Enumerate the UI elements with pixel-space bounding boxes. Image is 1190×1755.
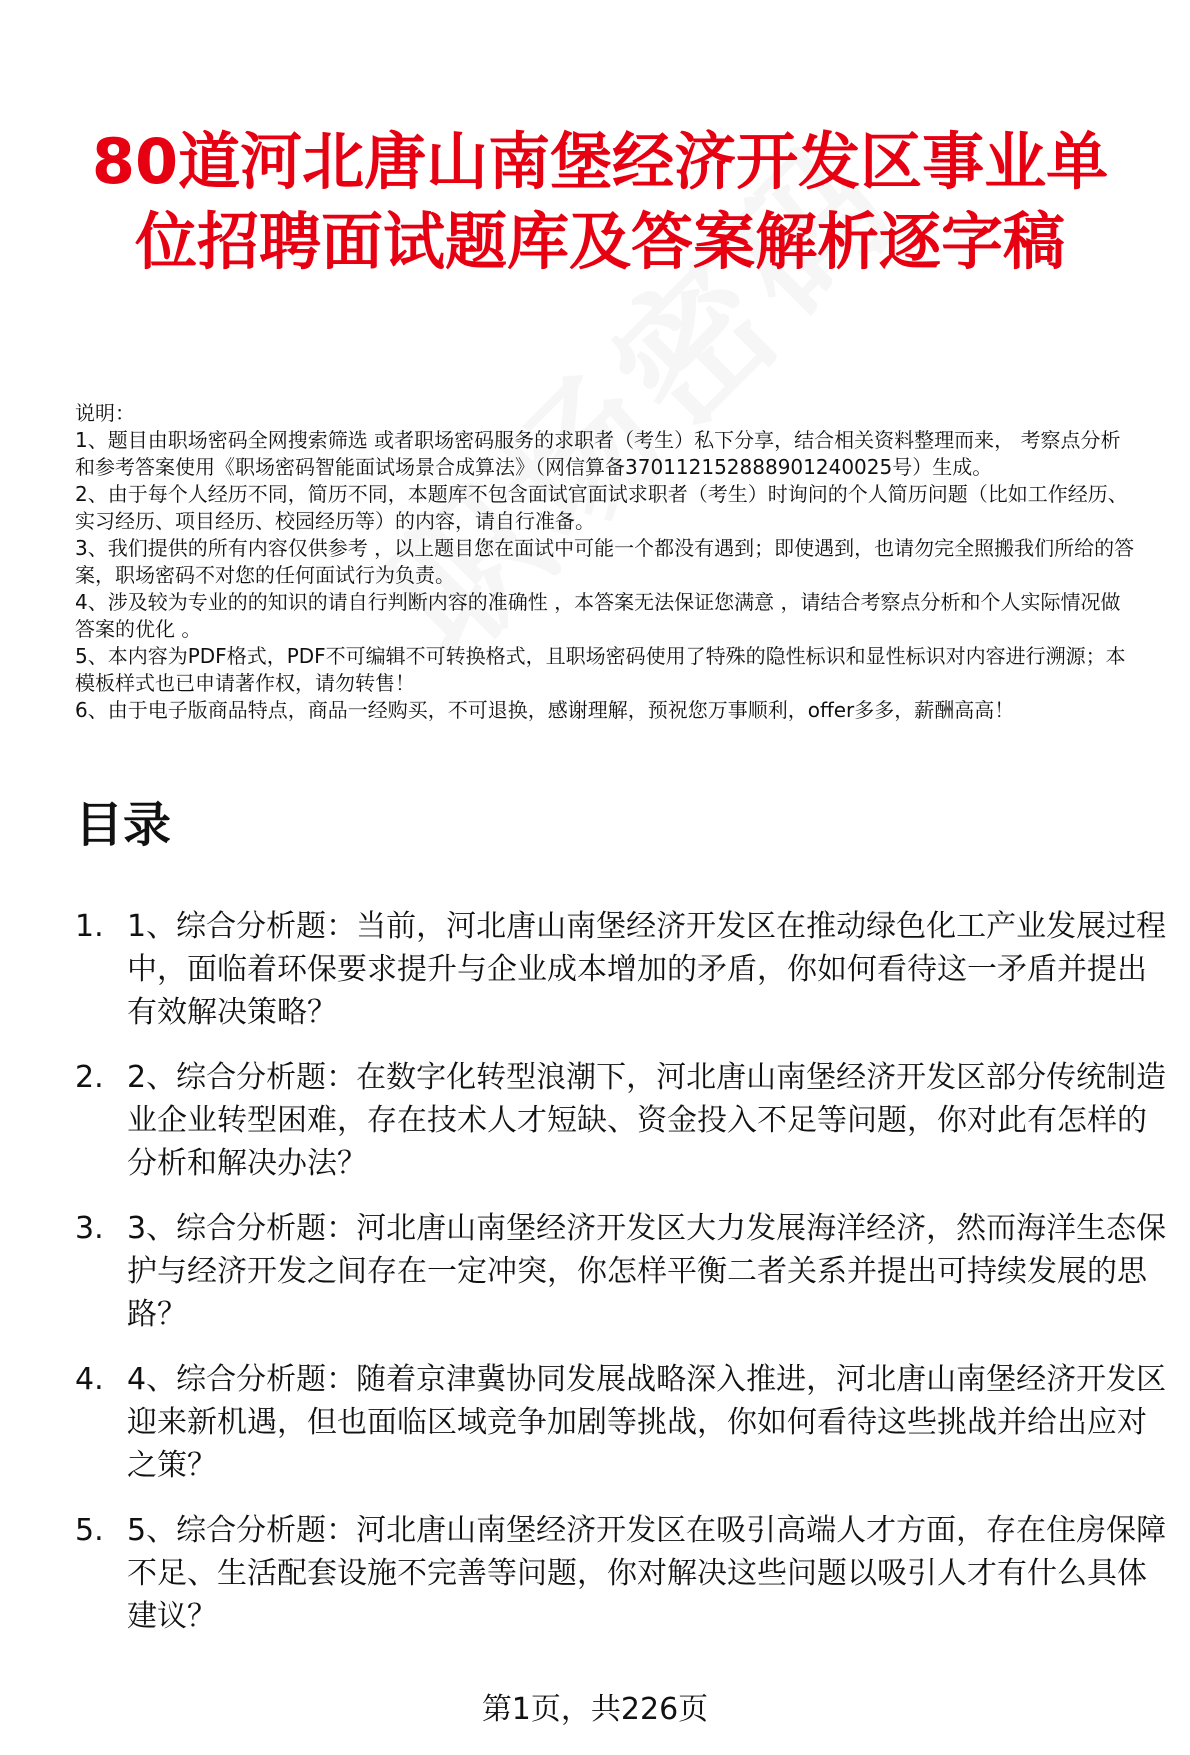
note-item: 1、题目由职场密码全网搜索筛选 或者职场密码服务的求职者（考生）私下分享，结合相关资料整理而来， 考察点分析和参考答案使用《职场密码智能面试场景合成算法》（网信算备370112152888901240025号）生成。: [75, 428, 1121, 479]
toc-heading: 目录: [75, 797, 172, 853]
toc-item-text[interactable]: 2、综合分析题：在数字化转型浪潮下，河北唐山南堡经济开发区部分传统制造业企业转型困难，存在技术人才短缺、资金投入不足等问题，你对此有怎样的分析和解决办法？: [127, 1060, 1167, 1181]
notes-section: [75, 400, 1135, 724]
note-item: 3、我们提供的所有内容仅供参考 ，以上题目您在面试中可能一个都没有遇到；即使遇到，也请勿完全照搬我们所给的答案，职场密码不对您的任何面试行为负责。: [75, 536, 1135, 587]
toc-item[interactable]: [75, 1358, 1170, 1487]
page-title: 80道河北唐山南堡经济开发区事业单位招聘面试题库及答案解析逐字稿: [91, 125, 1109, 278]
toc-item-number: 5.: [75, 1513, 104, 1548]
toc-item-text[interactable]: 4、综合分析题：随着京津冀协同发展战略深入推进，河北唐山南堡经济开发区迎来新机遇，但也面临区域竞争加剧等挑战，你如何看待这些挑战并给出应对之策？: [127, 1362, 1167, 1483]
note-item: 2、由于每个人经历不同，简历不同，本题库不包含面试官面试求职者（考生）时询问的个人简历问题（比如工作经历、实习经历、项目经历、校园经历等）的内容，请自行准备。: [75, 482, 1128, 533]
toc-item-number: 4.: [75, 1362, 104, 1397]
note-item: 6、由于电子版商品特点，商品一经购买，不可退换，感谢理解，预祝您万事顺利，offer多多，薪酬高高！: [75, 698, 1015, 722]
toc-item-number: 1.: [75, 909, 104, 944]
toc-item[interactable]: [75, 1509, 1170, 1638]
note-item: 4、涉及较为专业的的知识的请自行判断内容的准确性 ，本答案无法保证您满意 ，请结合考察点分析和个人实际情况做答案的优化 。: [75, 590, 1121, 641]
toc-item-number: 3.: [75, 1211, 104, 1246]
toc-item-text[interactable]: 5、综合分析题：河北唐山南堡经济开发区在吸引高端人才方面，存在住房保障不足、生活配套设施不完善等问题，你对解决这些问题以吸引人才有什么具体建议？: [127, 1513, 1167, 1634]
toc-item-text[interactable]: 3、综合分析题：河北唐山南堡经济开发区大力发展海洋经济，然而海洋生态保护与经济开发之间存在一定冲突，你怎样平衡二者关系并提出可持续发展的思路？: [127, 1211, 1167, 1332]
toc-item[interactable]: [75, 1207, 1170, 1336]
page-footer: 第1页，共226页: [481, 1692, 709, 1727]
toc-item-text[interactable]: 1、综合分析题：当前，河北唐山南堡经济开发区在推动绿色化工产业发展过程中，面临着环保要求提升与企业成本增加的矛盾，你如何看待这一矛盾并提出有效解决策略？: [127, 909, 1167, 1030]
note-item: 5、本内容为PDF格式，PDF不可编辑不可转换格式，且职场密码使用了特殊的隐性标识和显性标识对内容进行溯源；本模板样式也已申请著作权，请勿转售！: [75, 644, 1126, 695]
toc-list: [75, 905, 1170, 1660]
notes-heading: 说明：: [75, 401, 135, 425]
toc-item[interactable]: [75, 905, 1170, 1034]
toc-item-number: 2.: [75, 1060, 104, 1095]
toc-item[interactable]: [75, 1056, 1170, 1185]
